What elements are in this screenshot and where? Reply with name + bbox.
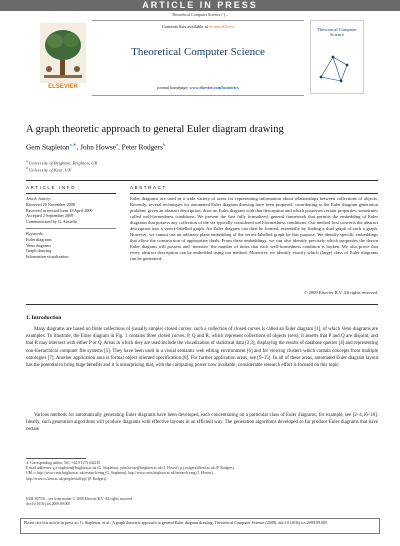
journal-reference: Theoretical Computer Science ( ) – <box>171 12 229 17</box>
keywords-label: Keywords: <box>26 230 44 236</box>
sciencedirect-link[interactable]: ScienceDirect <box>209 24 235 29</box>
elsevier-tree-logo-icon <box>40 23 86 83</box>
article-in-press-banner: ARTICLE IN PRESS <box>0 0 400 11</box>
history-item: Communicated by G. Ausiello <box>26 219 77 225</box>
author-name: Gem Stapleton <box>26 142 70 152</box>
footnote-divider <box>26 458 86 459</box>
contents-line <box>92 24 304 29</box>
author-affiliation-mark[interactable]: a,∗ <box>69 142 77 147</box>
keyword: Information visualization <box>26 254 69 260</box>
affiliation-text: University of Kent, UK <box>28 167 72 173</box>
affiliation-mark: a <box>26 159 28 163</box>
divider <box>26 193 116 194</box>
footnote-corresponding: ∗ Corresponding author. Tel.: +44 0 1273 642410. <box>26 461 102 465</box>
footnote-urls[interactable]: http://www.cs.kent.ac.uk/people/staff/pjr/ (P. Rodgers). <box>26 476 108 481</box>
divider <box>26 228 116 229</box>
author-name: , John Howse <box>76 142 117 152</box>
contents-prefix: Contents lists available at <box>161 24 208 29</box>
journal-masthead <box>92 20 304 96</box>
abstract-text: Euler diagrams are used in a wide variety of areas for representing information about relationships between collections of objects. Recently, several techniques for automated Euler diagram drawing have been proposed, contributing to the Euler diagram generation problem: given an abstract description, draw an Euler diagram with that description and which possesses certain properties, sometimes called well-formedness conditions. We present the first fully formalized, general framework that permits the embedding of Euler diagrams that possess any collection of the six typically considered well-formedness conditions. Our method first converts the abstract description into a vertex-labelled graph. An Euler diagram can then be formed, essentially by finding a dual graph of such a graph. However, we cannot use an arbitrary plane embedding of the vertex-labelled graph for this purpose. We identify specific embeddings that allow the construction of appropriate duals. From these embeddings, we can also identify precisely which properties the drawn Euler diagram will possess and ‘measure’ the number of times that each well-formedness condition is broken. We also prove that every abstract description can be embedded using our method. Moreover, we identify exactly which (large) class of Euler diagrams can be generated. <box>130 196 378 262</box>
body-paragraph: Many diagrams are based on finite collections of (usually simple) closed curves: such a collection of closed curves is called an Euler diagram [1], of which Venn diagrams are examples. To illustrate, the Euler diagram in Fig. 1 contains three closed curves, P, Q and R, which represent collections of objects (sets); it asserts that P and Q are disjoint, and that R may intersect with either P or Q. Areas in which they are used include the visualization of statistical data [2,3], displaying the results of database queries [4] and representing non-hierarchical computer file systems [5]. They have been used in a visual semantic web editing environment [6] and for viewing clusters which contain concepts from multiple ontologies [7]. Another application area is formal object oriented specification [8]. For further application areas, see [9–15]. In all of these areas, automated Euler diagram layout has the potential to bring huge benefits and it is unsurprising that, with the computing power now available, considerable research effort is focused on this topic. <box>26 327 378 369</box>
affiliation-a <box>26 159 98 166</box>
doi-link[interactable]: doi:10.1016/j.tcs.2009.09.005 <box>26 502 71 506</box>
history-label: Article history: <box>26 196 52 201</box>
homepage-link[interactable]: www.elsevier.com/locate/tcs <box>189 85 239 90</box>
journal-title: Theoretical Computer Science <box>131 46 265 58</box>
copyright-notice: © 2009 Elsevier B.V. All rights reserved. <box>304 290 378 295</box>
footnote-urls[interactable]: URLs: http://www.cmis.brighton.ac.uk/research/vmg (G. Stapleton), http://www.cmis.brighton.ac.uk/research/vmg (J. Howse), <box>26 471 214 476</box>
body-paragraph: Various methods for automatically generating Euler diagrams have been developed, each concentrating on a particular class of Euler diagrams; for example, see [2–4,16–18]. Ideally, such generation algorithms will produce diagrams with effective layouts in an efficient way. The generation algorithms developed so far produce Euler diagrams that have certain <box>26 413 378 433</box>
history-item: Accepted 2 September 2009 <box>26 213 74 219</box>
divider <box>130 193 378 194</box>
keyword: Venn diagrams <box>26 242 52 248</box>
journal-cover-thumbnail <box>310 20 364 94</box>
author-name: , Peter Rodgers <box>118 142 163 152</box>
publisher-name: ELSEVIER <box>48 84 78 90</box>
article-info-heading: ARTICLE INFO <box>26 185 77 190</box>
issn-line: 0304-3975/$ – see front matter © 2009 Elsevier B.V. All rights reserved. <box>26 497 134 501</box>
author-affiliation-mark[interactable]: b <box>162 142 166 147</box>
cover-graph-icon <box>317 47 357 87</box>
author-list <box>26 142 165 151</box>
homepage-prefix: journal homepage: <box>157 85 189 90</box>
issn-doi-block <box>26 497 133 507</box>
citation-box: Please cite this article in press as: G. Stapleton, et al., A graph theoretic approach to general Euler diagram drawing, Theoretical Computer Science (2009), doi:10.1016/j.tcs.2009.09.005 <box>20 518 380 534</box>
article-info <box>26 196 116 260</box>
divider <box>26 304 378 305</box>
abstract-heading: ABSTRACT <box>130 185 167 190</box>
keyword: Euler diagrams <box>26 236 52 242</box>
history-item: Received 20 November 2008 <box>26 201 75 207</box>
affiliation-text: University of Brighton, Brighton, UK <box>28 160 98 166</box>
divider <box>26 180 378 181</box>
journal-header <box>40 20 362 94</box>
keyword: Graph drawing <box>26 248 52 254</box>
footnote-email[interactable]: E-mail addresses: g.e.stapleton@brighton.ac.uk (G. Stapleton), john.howse@brighton.ac.uk (J. Howse), p.j.rodgers@kent.ac.uk (P. Rodgers). <box>26 466 235 471</box>
article-title: A graph theoretic approach to general Euler diagram drawing <box>26 124 284 135</box>
author-affiliation-mark[interactable]: a <box>116 142 119 147</box>
footnotes <box>26 461 378 482</box>
section-heading: 1. Introduction <box>26 315 62 321</box>
affiliation-mark: b <box>26 166 28 170</box>
affiliation-b <box>26 166 71 173</box>
journal-homepage <box>92 85 304 90</box>
history-item: Received in revised form 18 April 2009 <box>26 207 93 213</box>
cover-title: Theoretical Computer Science <box>317 27 357 37</box>
